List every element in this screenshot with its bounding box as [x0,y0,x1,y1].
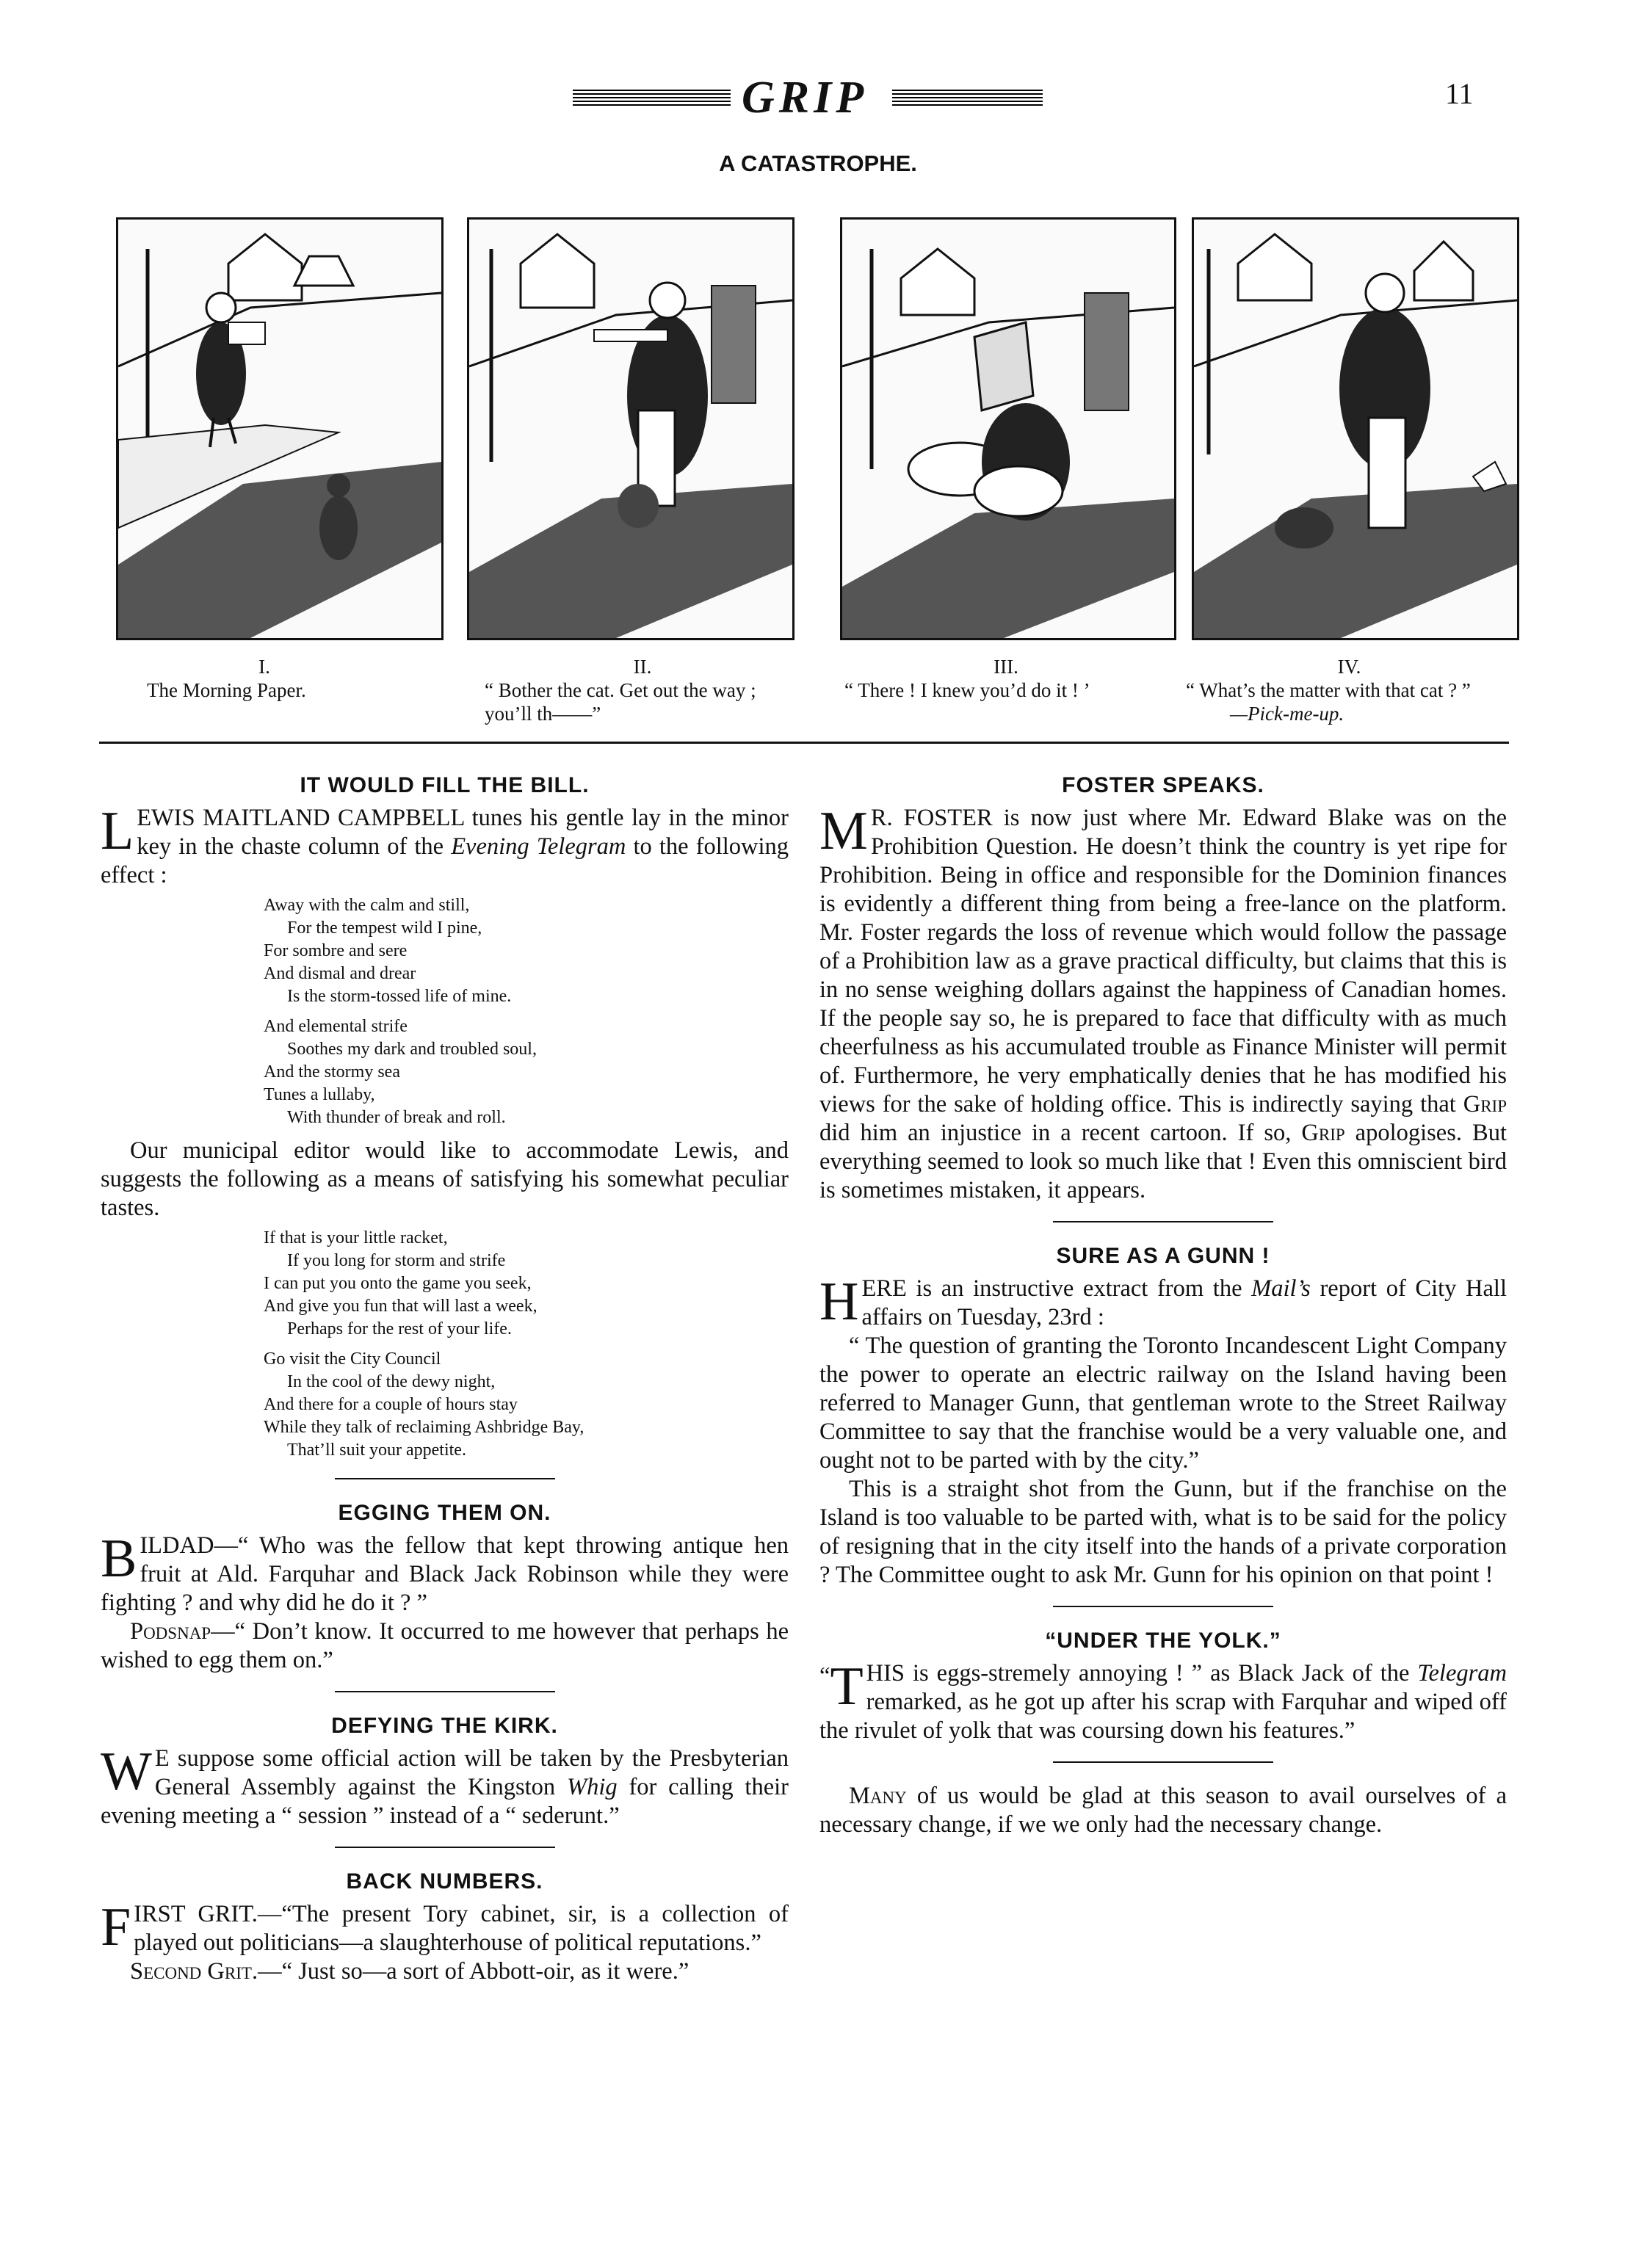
article-heading: “UNDER THE YOLK.” [1045,1628,1281,1653]
caption-text: “ Bother the cat. Get out the way ; you’ll th——” [485,679,756,725]
poem-line: If you long for storm and strife [287,1251,506,1270]
article-text: HIS is eggs-stremely annoying ! ” as Black Jack of the [866,1660,1418,1686]
caption-4 [1186,655,1513,725]
panel-2-illustration [469,220,792,638]
poem-line: Tunes a lullaby, [264,1085,375,1104]
drop-cap: L [101,801,134,861]
poem-line: Soothes my dark and troubled soul, [287,1040,537,1059]
caption-numeral: II. [633,656,652,678]
poem-line: I can put you onto the game you seek, [264,1274,532,1293]
article-heading: SURE AS A GUNN ! [1056,1244,1270,1268]
article-heading: DEFYING THE KIRK. [331,1714,558,1738]
article-text: report of City Hall affairs on Tuesday, 23rd : [861,1275,1507,1330]
article-heading: FOSTER SPEAKS. [1062,773,1264,797]
poem-line: Perhaps for the rest of your life. [287,1319,512,1338]
speaker-name: Second Grit. [130,1958,258,1985]
caption-3 [844,655,1168,702]
article-fill-the-bill [101,771,789,1462]
article-heading: IT WOULD FILL THE BILL. [300,773,590,797]
left-column [101,771,789,1986]
poem-line: With thunder of break and roll. [287,1108,506,1127]
poem-line: And elemental strife [264,1017,408,1036]
caption-text: “ There ! I knew you’d do it ! ’ [844,679,1090,701]
caption-text: “ What’s the matter with that cat ? ” [1186,679,1471,701]
article-text: for calling their evening meeting a “ session ” instead of a “ sederunt.” [101,1774,789,1829]
divider [1053,1221,1273,1222]
stanza [264,1015,789,1129]
divider [1053,1606,1273,1607]
caption-text: The Morning Paper. [147,679,306,701]
poem-line: And there for a couple of hours stay [264,1395,518,1414]
right-column [819,771,1507,1839]
article-text: EWIS MAITLAND CAMPBELL tunes his gentle lay in the minor key in the chaste column of the [137,805,789,860]
cartoon-panel-4 [1192,217,1519,640]
drop-cap: B [101,1529,137,1589]
stanza [264,894,789,1008]
divider [335,1691,555,1692]
stanza [264,1227,789,1341]
caption-numeral: III. [993,656,1018,678]
grip-name: Grip [1463,1091,1507,1117]
poem-line: And give you fun that will last a week, [264,1297,538,1316]
article-text: ILDAD—“ Who was the fellow that kept throwing antique hen fruit at Ald. Farquhar and Black Jack Robinson while they were fighting ? and why did he do it ? ” [101,1532,789,1616]
masthead-rule-left [573,90,731,106]
drop-cap: M [819,801,868,861]
article-text: “ The question of granting the Toronto Incandescent Light Company the power to operate an electric railway on the Island having been referred to Manager Gunn, that gentleman wrote to the Street Railway Committee to say that the franchise would be a very valuable one, and ought not to be parted with by the city.” [819,1333,1507,1474]
open-quote: “ [819,1663,830,1689]
caption-numeral: I. [258,656,270,678]
poem-line: For sombre and sere [264,941,408,960]
article-text: apologises. But everything seemed to look so much like that ! Even this omniscient bird is sometimes mistaken, it appears. [819,1120,1507,1203]
cartoon-panel-1 [116,217,444,640]
cartoon-title: A CATASTROPHE. [719,151,917,176]
caption-2 [485,655,800,725]
divider [335,1478,555,1479]
article-closing-note [819,1782,1507,1839]
speaker-name: Podsnap [130,1618,211,1645]
article-heading: EGGING THEM ON. [338,1501,551,1525]
drop-cap: F [101,1897,131,1957]
article-text: E suppose some official action will be taken by the Presbyterian General Assembly against the Kingston [154,1745,789,1800]
article-text: IRST GRIT.—“The present Tory cabinet, sir, is a collection of played out politicians—a slaughterhouse of political reputations.” [134,1901,789,1956]
article-heading: BACK NUMBERS. [346,1869,543,1894]
article-text: of us would be glad at this season to avail ourselves of a necessary change, if we we only had the necessary change. [819,1783,1507,1838]
article-text: did him an injustice in a recent cartoon. If so, [819,1120,1302,1146]
masthead [0,73,1636,125]
article-text: remarked, as he got up after his scrap with Farquhar and wiped off the rivulet of yolk that was coursing down his features.” [819,1689,1507,1744]
caption-credit: —Pick-me-up. [1230,703,1344,725]
article-back-numbers [101,1867,789,1986]
poem-line: In the cool of the dewy night, [287,1372,496,1391]
article-text: —“ Just so—a sort of Abbott-oir, as it were.” [258,1958,689,1985]
article-text: R. FOSTER is now just where Mr. Edward Blake was on the Prohibition Question. He doesn’t think the country is yet ripe for Prohibition. Being in office and responsible for the Dominion finances is evidently a different thing from being a free-lance on the platform. Mr. Foster regards the loss of revenue which would follow the passage of a Prohibition law as a grave practical difficulty, but claims that this is in no sense weighing dollars against the happiness of Canadian homes. If the people say so, he is prepared to face that difficulty with as much cheerfulness as his accumulated trouble as Finance Minister will permit of. Furthermore, he very emphatically denies that he has modified his views for the sake of holding office. This is indirectly saying that [819,805,1507,1117]
article-under-the-yolk [819,1626,1507,1745]
poem-line: That’ll suit your appetite. [287,1441,466,1460]
poem-line: Away with the calm and still, [264,896,470,915]
article-text: Our municipal editor would like to accommodate Lewis, and suggests the following as a means of satisfying his somewhat peculiar tastes. [101,1137,789,1221]
poem-line: For the tempest wild I pine, [287,919,482,938]
article-egging-them-on [101,1499,789,1675]
article-text: This is a straight shot from the Gunn, but if the franchise on the Island is too valuable to be parted with, what is to be said for the policy of resigning that in the city itself into the hands of a private corporation ? The Committee ought to ask Mr. Gunn for his opinion on that point ! [819,1476,1507,1588]
poem-2 [264,1227,789,1462]
divider [335,1847,555,1848]
article-text: ERE is an instructive extract from the [861,1275,1252,1302]
poem-line: And the stormy sea [264,1062,400,1082]
publication-name: Telegram [1417,1660,1507,1686]
masthead-title: GRIP [742,73,869,123]
lead-word: Many [849,1783,907,1809]
caption-1 [147,655,382,702]
drop-cap: H [819,1272,859,1332]
caption-numeral: IV. [1337,656,1361,678]
panel-4-illustration [1194,220,1517,638]
article-text: to the following effect : [101,833,789,888]
grip-name: Grip [1301,1120,1345,1146]
section-separator [99,742,1509,744]
poem-line: Go visit the City Council [264,1349,441,1369]
panel-3-illustration [842,220,1174,638]
page-number: 11 [1445,77,1474,110]
poem-line: Is the storm-tossed life of mine. [287,987,512,1006]
cartoon-panel-2 [467,217,795,640]
poem-line: While they talk of reclaiming Ashbridge Bay, [264,1418,584,1437]
publication-name: Mail’s [1251,1275,1311,1302]
stanza [264,1348,789,1462]
cartoon-panel-3 [840,217,1176,640]
panel-1-illustration [118,220,441,638]
masthead-rule-right [892,90,1043,106]
article-text: —“ Don’t know. It occurred to me however that perhaps he wished to egg them on.” [101,1618,789,1673]
drop-cap: T [830,1656,864,1717]
divider [1053,1761,1273,1763]
poem-1 [264,894,789,1129]
poem-line: And dismal and drear [264,964,416,983]
publication-name: Evening Telegram [451,833,626,860]
article-sure-as-a-gunn [819,1242,1507,1590]
publication-name: Whig [567,1774,618,1800]
article-defying-the-kirk [101,1711,789,1830]
article-foster-speaks [819,771,1507,1205]
poem-line: If that is your little racket, [264,1228,448,1247]
drop-cap: W [101,1742,152,1802]
